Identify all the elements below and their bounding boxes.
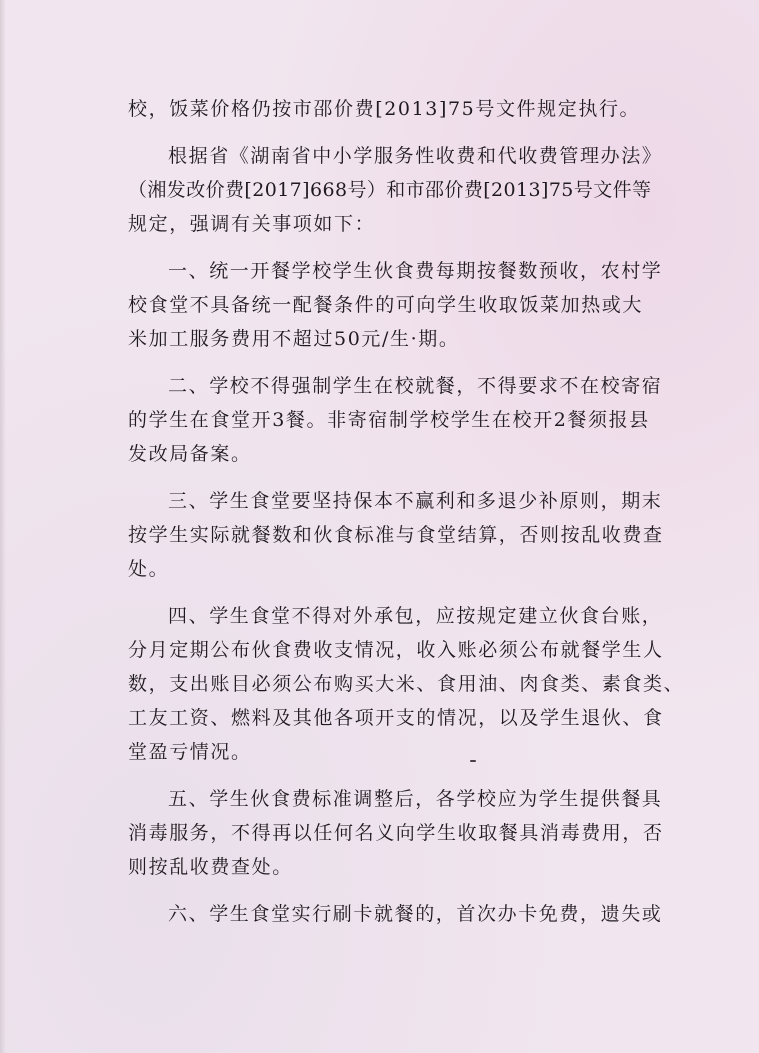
text-line: 分月定期公布伙食费收支情况，收入账必须公布就餐学生人	[128, 639, 664, 661]
text-line: 处。	[128, 558, 170, 580]
text-line: 一、统一开餐学校学生伙食费每期按餐数预收，农村学	[168, 260, 663, 282]
text-line: 校，饭菜价格仍按市邵价费[2013]75号文件规定执行。	[128, 98, 641, 120]
text-line: 四、学生食堂不得对外承包，应按规定建立伙食台账，	[168, 605, 663, 627]
text-line: 消毒服务，不得再以任何名义向学生收取餐具消毒费用，否	[128, 822, 664, 844]
text-line: 米加工服务费用不超过50元/生·期。	[128, 328, 460, 350]
text-line: 三、学生食堂要坚持保本不赢利和多退少补原则，期末	[168, 490, 663, 512]
text-line: 工友工资、燃料及其他各项开支的情况，以及学生退伙、食	[128, 707, 664, 729]
text-line: 五、学生伙食费标准调整后，各学校应为学生提供餐具	[168, 788, 663, 810]
text-line: 按学生实际就餐数和伙食标准与食堂结算，否则按乱收费查	[128, 524, 664, 546]
scan-edge-shadow	[0, 0, 6, 1053]
text-line: 堂盈亏情况。	[128, 741, 252, 763]
text-line: 规定，强调有关事项如下：	[128, 213, 376, 235]
text-line: 根据省《湖南省中小学服务性收费和代收费管理办法》	[168, 145, 663, 167]
text-line: 二、学校不得强制学生在校就餐，不得要求不在校寄宿	[168, 375, 663, 397]
text-line: 的学生在食堂开3餐。非寄宿制学校学生在校开2餐须报县	[128, 409, 650, 431]
ink-speck	[470, 760, 476, 762]
text-line: （湘发改价费[2017]668号）和市邵价费[2013]75号文件等	[128, 179, 652, 201]
text-line: 数，支出账目必须公布购买大米、食用油、肉食类、素食类、	[128, 673, 685, 695]
text-line: 则按乱收费查处。	[128, 856, 293, 878]
text-line: 校食堂不具备统一配餐条件的可向学生收取饭菜加热或大	[128, 294, 644, 316]
document-body	[128, 92, 685, 931]
text-line: 六、学生食堂实行刷卡就餐的，首次办卡免费，遗失或	[168, 903, 663, 925]
text-line: 发改局备案。	[128, 443, 252, 465]
